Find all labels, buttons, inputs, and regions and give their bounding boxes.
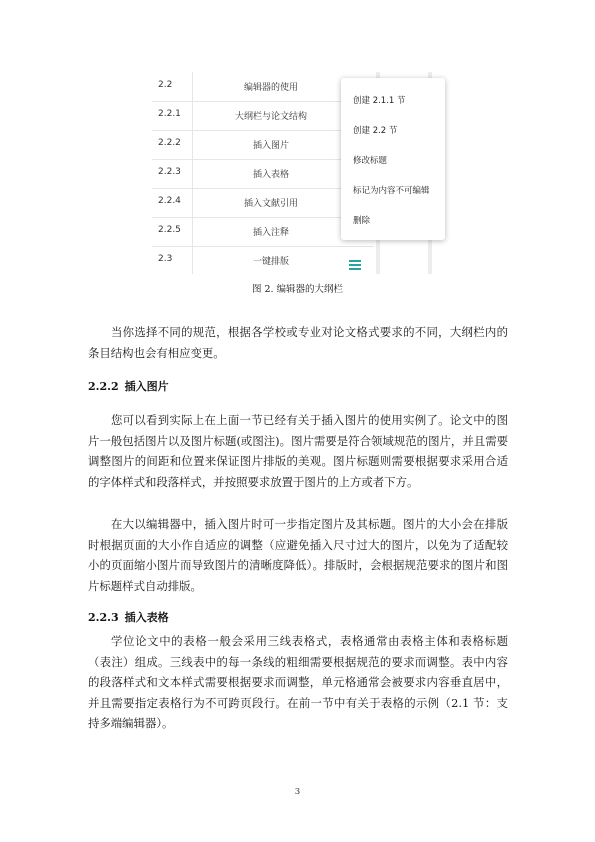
list-icon[interactable] xyxy=(349,260,361,270)
menu-item-rename-title[interactable]: 修改标题 xyxy=(353,156,388,166)
outline-row-label: 插入注释 xyxy=(252,228,289,238)
section-number: 2.2.3 xyxy=(88,611,119,624)
outline-row-number: 2.2.3 xyxy=(158,167,181,177)
outline-row-label: 一键排版 xyxy=(252,257,289,267)
section-heading xyxy=(88,378,169,394)
outline-row-label: 插入表格 xyxy=(252,170,289,180)
outline-row-label: 插入图片 xyxy=(252,141,289,151)
outline-row-label: 插入文献引用 xyxy=(243,199,298,209)
outline-row-number: 2.3 xyxy=(158,254,173,264)
paragraph: 当你选择不同的规范，根据各学校或专业对论文格式要求的不同，大纲栏内的条目结构也会有相应变更。 xyxy=(88,325,508,360)
section-title: 插入图片 xyxy=(124,380,169,393)
figure-caption: 图 2. 编辑器的大纲栏 xyxy=(251,284,344,295)
menu-item-create-section-2-1-1[interactable]: 创建 2.1.1 节 xyxy=(353,96,406,106)
paragraph: 在大以编辑器中，插入图片时可一步指定图片及其标题。图片的大小会在排版时根据页面的大小作自适应的调整（应避免插入尺寸过大的图片，以免为了适配较小的页面缩小图片而导致图片的清晰度降低）。排版时，会根据规范要求的图片和图片标题样式自动排版。 xyxy=(88,517,508,593)
outline-row[interactable] xyxy=(152,246,374,275)
outline-row-number: 2.2.1 xyxy=(158,109,181,119)
outline-row-number: 2.2 xyxy=(158,80,173,90)
menu-item-mark-readonly[interactable]: 标记为内容不可编辑 xyxy=(353,186,430,196)
menu-item-create-section-2-2[interactable]: 创建 2.2 节 xyxy=(353,126,398,136)
outline-row-label: 大纲栏与论文结构 xyxy=(234,112,307,122)
outline-panel-figure xyxy=(152,72,432,274)
outline-row-number: 2.2.2 xyxy=(158,138,181,148)
menu-item-delete[interactable]: 删除 xyxy=(353,216,371,226)
outline-row-label: 编辑器的使用 xyxy=(243,83,298,93)
section-heading xyxy=(88,609,169,625)
section-title: 插入表格 xyxy=(124,611,169,624)
outline-row-number: 2.2.5 xyxy=(158,225,181,235)
paragraph: 您可以看到实际上在上面一节已经有关于插入图片的使用实例了。论文中的图片一般包括图片以及图片标题(或图注)。图片需要是符合领域规范的图片，并且需要调整图片的间距和位置来保证图片排版的美观。图片标题则需要根据要求采用合适的字体样式和段落样式，并按照要求放置于图片的上方或者下方。 xyxy=(88,413,508,489)
paragraph: 学位论文中的表格一般会采用三线表格式，表格通常由表格主体和表格标题（表注）组成。三线表中的每一条线的粗细需要根据规范的要求而调整。表中内容的段落样式和文本样式需要根据要求而调整，单元格通常会被要求内容垂直居中，并且需要指定表格行为不可跨页段行。在前一节中有关于表格的示例（2.1 节：支持多端编辑器）。 xyxy=(88,634,508,731)
section-number: 2.2.2 xyxy=(88,380,119,393)
outline-row-number: 2.2.4 xyxy=(158,196,181,206)
context-menu xyxy=(341,78,445,240)
page-number: 3 xyxy=(294,787,301,797)
